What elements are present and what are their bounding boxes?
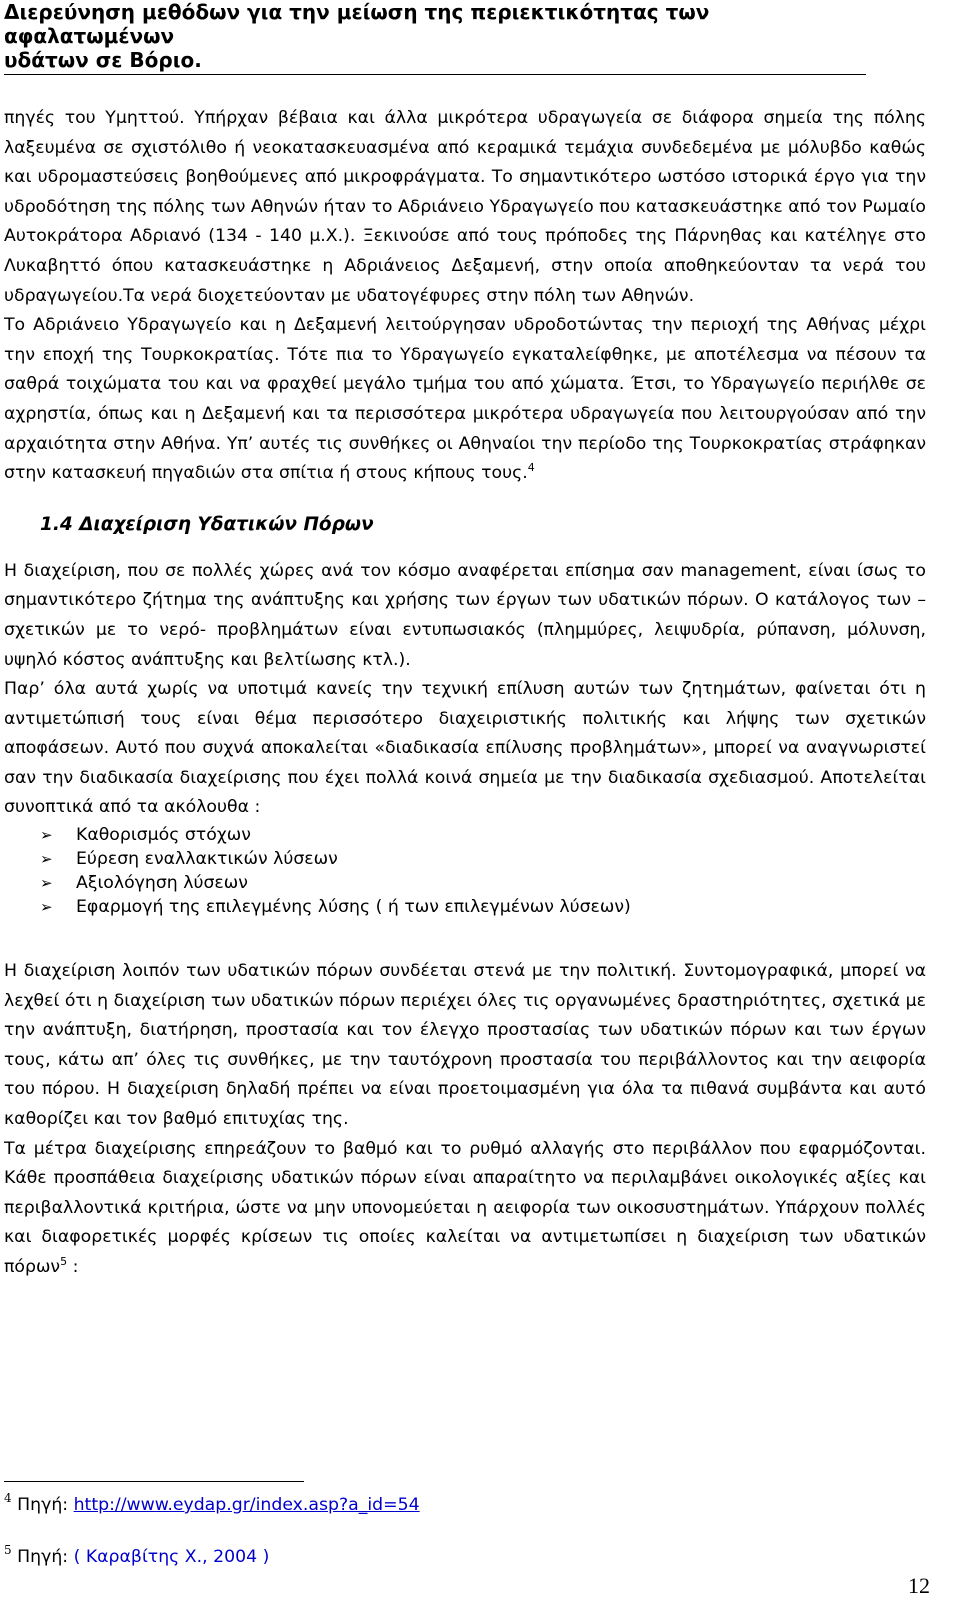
- paragraph-hadrian-reservoir: Το Αδριάνειο Υδραγωγείο και η Δεξαμενή λειτούργησαν υδροδοτώντας την περιοχή της Αθήνας μέχρι την εποχή της Τουρκοκρατίας. Τότε πια το Υδραγωγείο εγκαταλείφθηκε, με αποτέλεσμα να πέσουν τα σαθρά τοιχώματα του και να φραχθεί μεγάλο τμήμα του από χώματα. Έτσι, το Υδραγωγείο περιήλθε σε αχρηστία, όπως και η Δεξαμενή και τα περισσότερα μικρότερα υδραγωγεία που λειτουργούσαν από την αρχαιότητα στην Αθήνα. Υπ’ αυτές τις συνθήκες οι Αθηναίοι την περίοδο της Τουρκοκρατίας στράφηκαν στην κατασκευή πηγαδιών στα σπίτια ή στους κήπους τους.$^4$: [4, 315, 926, 484]
- arrow-bullet-icon: ➢: [40, 850, 53, 869]
- document-header: [4, 0, 866, 75]
- list-item: ➢ Καθορισμός στόχων: [40, 825, 251, 846]
- page-number: 12: [908, 1573, 930, 1598]
- paragraph-measures: Τα μέτρα διαχείρισης επηρεάζουν το βαθμό και το ρυθμό αλλαγής στο περιβάλλον που εφαρμόζονται. Κάθε προσπάθεια διαχείρισης υδατικών πόρων είναι απαραίτητο να περιλαμβάνει οικολογικές αξίες και περιβαλλοντικά κριτήρια, ώστε να μην υπονομεύεται η αειφορία των οικοσυστημάτων. Υπάρχουν πολλές και διαφορετικές μορφές κρίσεων τις οποίες καλείται να αντιμετωπίσει η διαχείριση των υδατικών πόρων$^5$ :: [4, 1138, 926, 1277]
- list-item: ➢ Εύρεση εναλλακτικών λύσεων: [40, 849, 338, 870]
- arrow-bullet-icon: ➢: [40, 898, 53, 917]
- footnote-5: [4, 1543, 270, 1568]
- paragraph-policy: Η διαχείριση λοιπόν των υδατικών πόρων συνδέεται στενά με την πολιτική. Συντομογραφικά, μπορεί να λεχθεί ότι η διαχείριση των υδατικών πόρων περιέχει όλες τις οργανωμένες δραστηριότητες, σχετικά με την ανάπτυξη, διατήρηση, προστασία και τον έλεγχο προστασίας των υδατικών πόρων και των έργων τους, κάτω απ’ όλες τις συνθήκες, με την ταυτόχρονη προστασία του περιβάλλοντος και την αειφορία του πόρου. Η διαχείριση δηλαδή πρέπει να είναι προετοιμασμένη για όλα τα πιθανά συμβάντα και αυτό καθορίζει και τον βαθμό επιτυχίας της.: [4, 961, 926, 1130]
- arrow-bullet-icon: ➢: [40, 826, 53, 845]
- footnote-number: 5: [4, 1543, 12, 1557]
- list-item: ➢ Εφαρμογή της επιλεγμένης λύσης ( ή των επιλεγμένων λύσεων): [40, 897, 631, 918]
- footnote-label: Πηγή:: [17, 1495, 74, 1515]
- list-item: ➢ Αξιολόγηση λύσεων: [40, 873, 248, 894]
- footnote-link[interactable]: http://www.eydap.gr/index.asp?a_id=54: [73, 1495, 420, 1515]
- footnote-ref-4[interactable]: 4: [527, 461, 535, 475]
- arrow-bullet-icon: ➢: [40, 874, 53, 893]
- footnote-number: 4: [4, 1491, 12, 1505]
- footnote-4: [4, 1491, 420, 1516]
- paragraph-management: Η διαχείριση, που σε πολλές χώρες ανά τον κόσμο αναφέρεται επίσημα σαν management, είναι ίσως το σημαντικότερο ζήτημα της ανάπτυξης και χρήσης των έργων των υδατικών πόρων. Ο κατάλογος των – σχετικών με το νερό- προβλημάτων είναι εντυπωσιακός (πλημμύρες, λειψυδρία, ρύπανση, μόλυνση, υψηλό κόστος ανάπτυξης και βελτίωσης κτλ.).: [4, 560, 926, 670]
- section-heading: 1.4 Διαχείριση Υδατικών Πόρων: [40, 513, 374, 535]
- steps-list: [4, 823, 926, 919]
- header-title-line2: υδάτων σε Βόριο.: [4, 48, 202, 72]
- spacer: [4, 919, 926, 957]
- paragraph-aqueducts: πηγές του Υμηττού. Υπήρχαν βέβαια και άλλα μικρότερα υδραγωγεία σε διάφορα σημεία της πόλης λαξευμένα σε σχιστόλιθο ή νεοκατασκευασμένα από κεραμικά τεμάχια συνδεδεμένα με μόλυβδο καθώς και υδρομαστεύσεις βοηθούμενες από μικροφράγματα. Το σημαντικότερο ωστόσο ιστορικά έργο για την υδροδότηση της πόλης των Αθηνών ήταν το Αδριάνειο Υδραγωγείο που κατασκευάστηκε από τον Ρωμαίο Αυτοκράτορα Αδριανό (134 - 140 μ.Χ.). Ξεκινούσε από τους πρόποδες της Πάρνηθας και κατέληγε στο Λυκαβηττό όπου κατασκευάστηκε η Αδριάνειος Δεξαμενή, στην οποία αποθηκεύονταν τα νερά του υδραγωγείου.Τα νερά διοχετεύονταν με υδατογέφυρες στην πόλη των Αθηνών.: [4, 108, 926, 306]
- document-body: [4, 104, 926, 1283]
- footnote-separator: [4, 1481, 304, 1482]
- header-title-line1: Διερεύνηση μεθόδων για την μείωση της περιεκτικότητας των αφαλατωμένων: [4, 0, 710, 48]
- footnote-citation: ( Καραβίτης Χ., 2004 ): [73, 1547, 270, 1567]
- footnote-ref-5[interactable]: 5: [60, 1255, 68, 1268]
- footnote-label: Πηγή:: [17, 1547, 74, 1567]
- paragraph-problem-solving: Παρ’ όλα αυτά χωρίς να υποτιμά κανείς την τεχνική επίλυση αυτών των ζητημάτων, φαίνεται ότι η αντιμετώπισή τους είναι θέμα περισσότερο διαχειριστικής πολιτικής και λήψης των σχετικών αποφάσεων. Αυτό που συχνά αποκαλείται «διαδικασία επίλυσης προβλημάτων», μπορεί να αναγνωριστεί σαν την διαδικασία διαχείρισης που έχει πολλά κοινά σημεία με την διαδικασία σχεδιασμού. Αποτελείται συνοπτικά από τα ακόλουθα :: [4, 679, 926, 818]
